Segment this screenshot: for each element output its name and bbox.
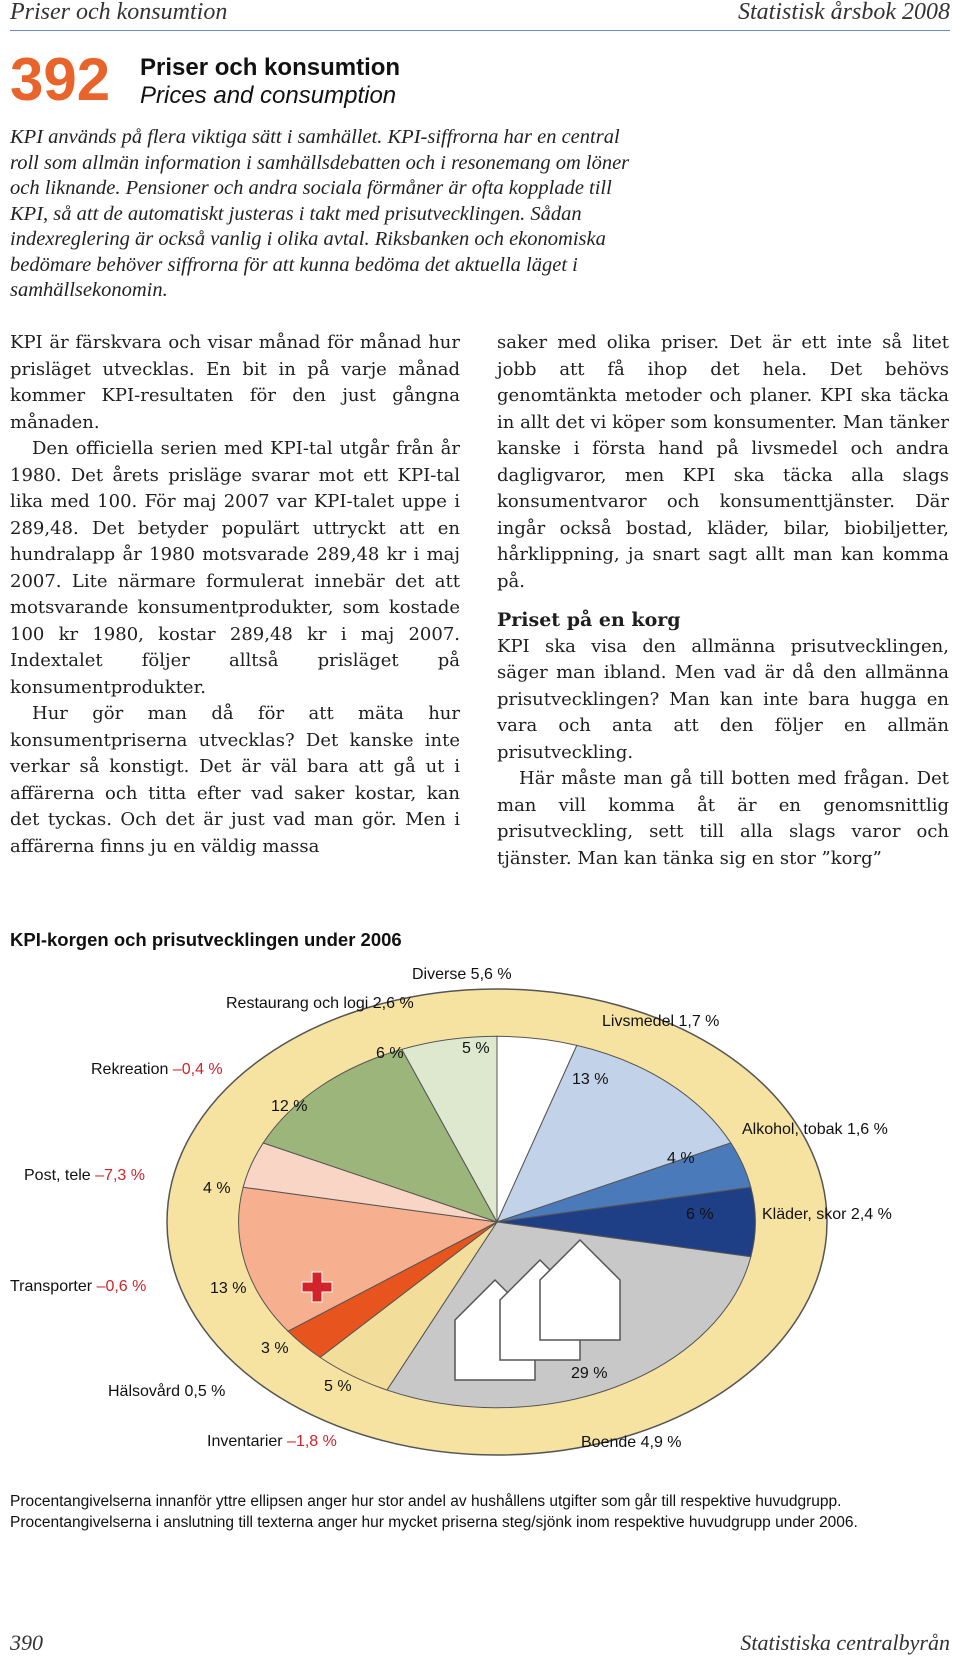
- title-swedish: Priser och konsumtion: [140, 54, 401, 81]
- publisher: Statistiska centralbyrån: [740, 1630, 950, 1655]
- label-restaurang: Restaurang och logi 2,6 %: [226, 995, 414, 1012]
- weight-boende: 29 %: [571, 1365, 608, 1382]
- label-inventarier: [207, 1433, 337, 1451]
- label-name: Post, tele: [24, 1167, 91, 1184]
- weight-restaurang: 6 %: [376, 1045, 404, 1062]
- weight-inventarier: 5 %: [324, 1378, 352, 1395]
- label-transporter: [10, 1278, 146, 1296]
- label-name: Rekreation: [91, 1061, 169, 1078]
- body-paragraph: KPI är färskvara och visar månad för månad hur prisläget utvecklas. En bit in på varje månad kommer KPI-resultaten för den just gångna månaden.: [10, 332, 460, 433]
- weight-rekreation: 12 %: [271, 1098, 308, 1115]
- label-value: –7,3 %: [95, 1167, 145, 1184]
- header-section-title: Priser och konsumtion: [10, 0, 228, 25]
- label-alkohol: Alkohol, tobak 1,6 %: [742, 1121, 888, 1138]
- label-value: –0,6 %: [96, 1278, 147, 1295]
- label-boende: Boende 4,9 %: [581, 1434, 682, 1451]
- label-value: –1,8 %: [287, 1433, 337, 1450]
- body-paragraph: Här måste man gå till botten med frågan. Det man vill komma åt är en genomsnittlig prisutveckling, sett till alla slags varor och tjänster. Man kan tänka sig en stor ”korg”: [497, 768, 949, 869]
- chart-title: KPI-korgen och prisutvecklingen under 2006: [10, 929, 402, 950]
- label-livsmedel: Livsmedel 1,7 %: [602, 1013, 720, 1030]
- body-paragraph: saker med olika priser. Det är ett inte så litet jobb att få ihop det hela. Det behövs genomtänkta metoder och planer. KPI ska täcka in allt det vi köper som konsumenter. Man tänker kanske i första hand på livsmedel och andra dagligvaror, men KPI ska täcka alla slags konsumentvaror och konsumenttjänster. Där ingår också bostad, kläder, bilar, biobiljetter, hårklippning, ja snart sagt allt man kan komma på.: [497, 332, 949, 592]
- page-number: 390: [10, 1630, 43, 1655]
- label-klader: Kläder, skor 2,4 %: [762, 1206, 892, 1223]
- weight-diverse: 5 %: [462, 1040, 490, 1057]
- title-english: Prices and consumption: [140, 82, 397, 109]
- body-paragraph: Den officiella serien med KPI-tal utgår från år 1980. Det årets prisläge svarar mot ett KPI-tal lika med 100. För maj 2007 var KPI-talet uppe i 289,48. Det betyder populärt uttryckt att en hundralapp år 1980 motsvarade 289,48 kr i maj 2007. Lite närmare formulerat innebär det att motsvarande konsumentprodukter, som kostade 100 kr 1980, kostar 289,48 kr i maj 2007. Indextalet följer alltså prisläget på konsumentprodukter.: [10, 438, 460, 698]
- chart-footnote: Procentangivelserna innanför yttre ellipsen anger hur stor andel av hushållens utgifter som går till respektive huvudgrupp. Procentangivelserna i anslutning till texterna anger hur mycket priserna steg/sjönk inom respektive huvudgrupp under 2006.: [10, 1493, 858, 1531]
- weight-halsovard: 3 %: [261, 1340, 289, 1357]
- weight-alkohol: 4 %: [667, 1150, 695, 1167]
- table-number: 392: [10, 46, 111, 113]
- label-halsovard: Hälsovård 0,5 %: [108, 1383, 226, 1400]
- weight-klader: 6 %: [686, 1206, 714, 1223]
- intro-paragraph: KPI används på flera viktiga sätt i samhället. KPI-siffrorna har en central roll som allmän information i samhällsdebatten och i resonemang om löner och liknande. Pensioner och andra sociala förmåner är ofta kopplade till KPI, så att de automatiskt justeras i takt med prisutvecklingen. Sådan indexreglering är också vanlig i olika avtal. Riksbanken och ekonomiska bedömare behöver siffrorna för att kunna bedöma det aktuella läget i samhällsekonomin.: [10, 126, 630, 301]
- weight-transporter: 13 %: [210, 1280, 247, 1297]
- label-name: Transporter: [10, 1278, 93, 1295]
- header-book-title: Statistisk årsbok 2008: [737, 0, 950, 25]
- label-name: Inventarier: [207, 1433, 283, 1450]
- weight-post-tele: 4 %: [203, 1180, 231, 1197]
- label-post-tele: [24, 1167, 145, 1185]
- body-paragraph: KPI ska visa den allmänna prisutvecklingen, säger man ibland. Men vad är då den allmänna prisutvecklingen? Man kan inte bara hugga en vara och anta att den följer en allmän prisutveckling.: [497, 635, 949, 763]
- weight-livsmedel: 13 %: [572, 1071, 609, 1088]
- section-heading: Priset på en korg: [497, 609, 681, 631]
- body-paragraph: Hur gör man då för att mäta hur konsumentpriserna utvecklas? Det kanske inte verkar så konstigt. Det är väl bara att gå ut i affärerna och titta efter vad saker kostar, kan det tyckas. Och det är just vad man gör. Men i affärerna finns ju en väldig massa: [10, 703, 460, 857]
- label-diverse: Diverse 5,6 %: [412, 966, 512, 983]
- label-rekreation: [91, 1061, 223, 1079]
- label-value: –0,4 %: [172, 1061, 223, 1078]
